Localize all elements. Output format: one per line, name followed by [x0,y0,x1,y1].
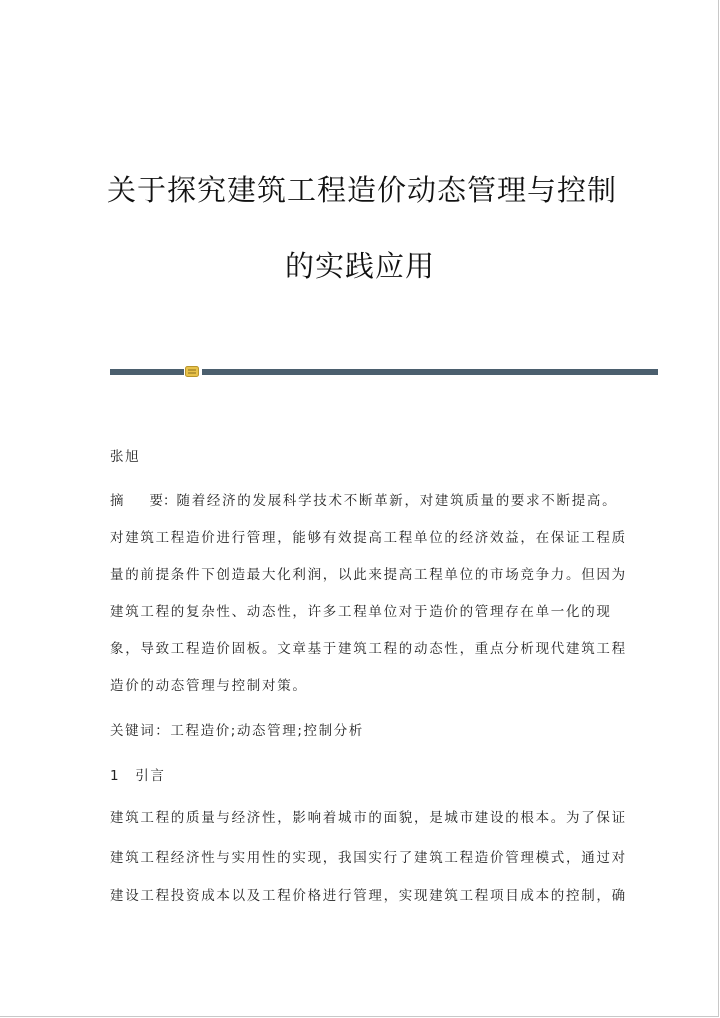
author-name: 张旭 [110,449,141,465]
abstract-line-6: 造价的动态管理与控制对策。 [110,678,308,694]
body-line-2: 建筑工程经济性与实用性的实现，我国实行了建筑工程造价管理模式，通过对 [110,850,627,866]
body-line-3: 建设工程投资成本以及工程价格进行管理，实现建筑工程项目成本的控制，确 [110,888,627,904]
title-divider-left [110,369,184,375]
body-line-1: 建筑工程的质量与经济性，影响着城市的面貌，是城市建设的根本。为了保证 [110,810,627,826]
abstract-text: 随着经济的发展科学技术不断革新，对建筑质量的要求不断提高。 [176,493,618,509]
section-heading: 1 引言 [110,768,166,784]
abstract-line-1 [110,489,618,509]
divider-ornament-icon [185,366,199,377]
abstract-line-2: 对建筑工程造价进行管理，能够有效提高工程单位的经济效益，在保证工程质 [110,530,627,546]
abstract-label: 摘 要： [110,493,177,509]
abstract-line-5: 象，导致工程造价固板。文章基于建筑工程的动态性，重点分析现代建筑工程 [110,641,627,657]
abstract-line-4: 建筑工程的复杂性、动态性，许多工程单位对于造价的管理存在单一化的现 [110,604,612,620]
keywords: 关键词：工程造价;动态管理;控制分析 [110,723,364,739]
title-divider-right [202,369,658,375]
abstract-line-3: 量的前提条件下创造最大化利润，以此来提高工程单位的市场竞争力。但因为 [110,567,627,583]
document-title-line-1: 关于探究建筑工程造价动态管理与控制 [106,173,617,207]
document-title-line-2: 的实践应用 [284,249,435,283]
